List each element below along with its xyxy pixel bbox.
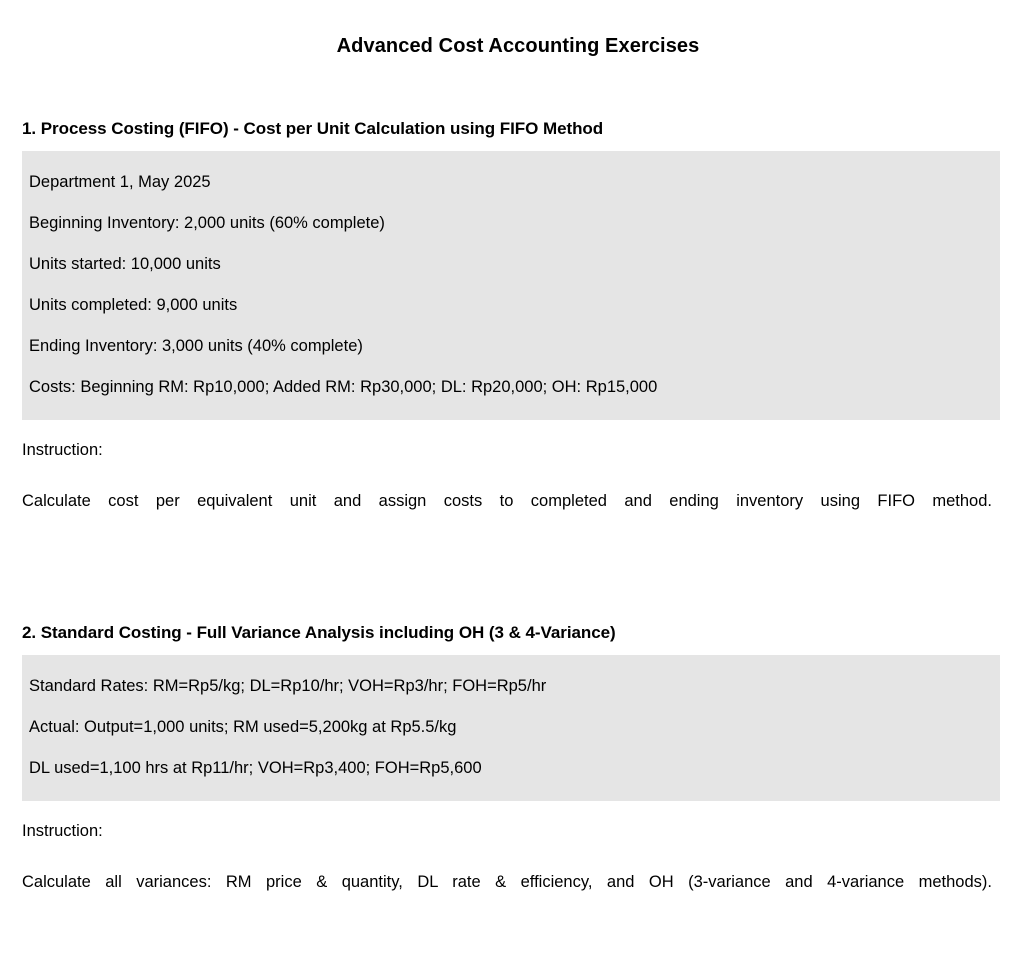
instruction-text: Calculate cost per equivalent unit and assign costs to completed and ending inventory using FIFO method. xyxy=(22,492,992,510)
data-line: Department 1, May 2025 xyxy=(29,173,211,191)
instruction-text: Calculate all variances: RM price & quantity, DL rate & efficiency, and OH (3-variance and 4-variance methods). xyxy=(22,873,992,891)
section-standard-costing xyxy=(22,578,1014,959)
instruction-block-2 xyxy=(22,801,1014,959)
section-process-costing xyxy=(22,60,1014,578)
section-heading-1: 1. Process Costing (FIFO) - Cost per Unit Calculation using FIFO Method xyxy=(22,119,604,138)
data-line: Units started: 10,000 units xyxy=(29,255,221,273)
section-heading-2: 2. Standard Costing - Full Variance Analysis including OH (3 & 4-Variance) xyxy=(22,623,616,642)
instruction-block-1 xyxy=(22,420,1014,578)
data-line: Standard Rates: RM=Rp5/kg; DL=Rp10/hr; VOH=Rp3/hr; FOH=Rp5/hr xyxy=(29,677,547,695)
data-line: Units completed: 9,000 units xyxy=(29,296,238,314)
data-line: DL used=1,100 hrs at Rp11/hr; VOH=Rp3,400; FOH=Rp5,600 xyxy=(29,759,482,777)
data-line: Beginning Inventory: 2,000 units (60% complete) xyxy=(29,214,385,232)
page-title: Advanced Cost Accounting Exercises xyxy=(336,35,700,57)
instruction-label: Instruction: xyxy=(22,441,103,459)
data-box-2 xyxy=(22,655,1000,801)
data-line: Ending Inventory: 3,000 units (40% complete) xyxy=(29,337,363,355)
data-line: Costs: Beginning RM: Rp10,000; Added RM: Rp30,000; DL: Rp20,000; OH: Rp15,000 xyxy=(29,378,658,396)
data-box-1 xyxy=(22,151,1000,420)
instruction-label: Instruction: xyxy=(22,822,103,840)
data-line: Actual: Output=1,000 units; RM used=5,200kg at Rp5.5/kg xyxy=(29,718,457,736)
